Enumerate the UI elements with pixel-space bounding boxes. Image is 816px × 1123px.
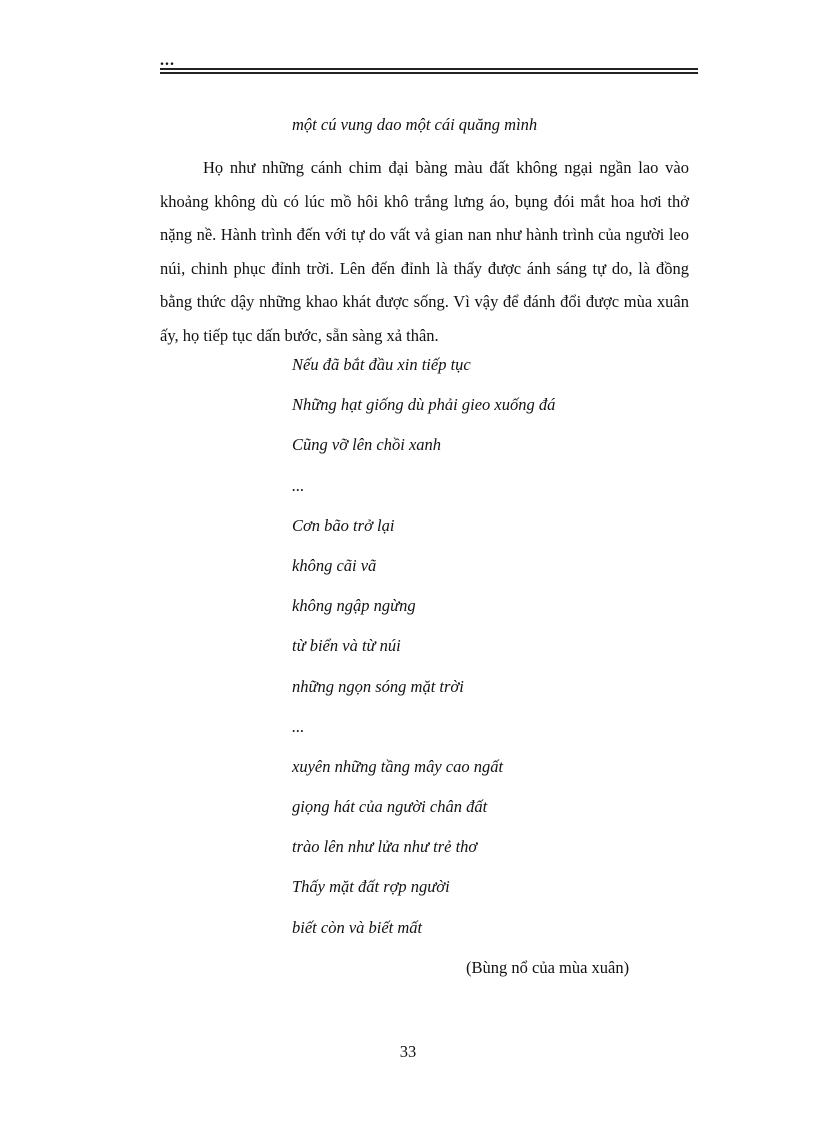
header-ellipsis: ... (160, 52, 175, 69)
poem-line: Cơn bão trở lại (292, 515, 395, 535)
body-paragraph: Họ như những cánh chim đại bàng màu đất không ngại ngần lao vào khoảng không dù có lúc mồ hôi khô trắng lưng áo, bụng đói mắt hoa hơi thở nặng nề. Hành trình đến với tự do vất vả gian nan như hành trình của người leo núi, chinh phục đỉnh trời. Lên đến đỉnh là thấy được ánh sáng tự do, là đồng bằng thức dậy những khao khát được sống. Vì vậy để đánh đổi được mùa xuân ấy, họ tiếp tục dấn bước, sẵn sàng xả thân. (160, 158, 689, 345)
poem-line: ... (292, 475, 305, 495)
poem-line: giọng hát của người chân đất (292, 797, 488, 817)
body-text (160, 151, 689, 353)
poem-line: xuyên những tầng mây cao ngất (292, 756, 504, 776)
poem-line: trào lên như lửa như trẻ thơ (292, 837, 478, 857)
poem-attribution: (Bùng nổ của mùa xuân) (466, 958, 630, 977)
page-number: 33 (399, 1042, 417, 1061)
poem-line: Cũng vỡ lên chồi xanh (292, 435, 442, 455)
poem-line: Nếu đã bắt đầu xin tiếp tục (292, 355, 471, 374)
poem-line: Những hạt giống dù phải gieo xuống đá (292, 395, 556, 415)
poem-line: Thấy mặt đất rợp người (292, 877, 450, 897)
poem-opening-line: một cú vung dao một cái quăng mình (292, 115, 538, 134)
poem-line: từ biển và từ núi (292, 636, 401, 656)
poem-line: những ngọn sóng mặt trời (292, 676, 464, 696)
poem-line: không ngập ngừng (292, 596, 416, 616)
poem-line: ... (292, 716, 305, 736)
poem-line: không cãi vã (292, 555, 377, 575)
poem-line: biết còn và biết mất (292, 917, 423, 937)
poem-stanza (292, 353, 555, 956)
header-double-rule (160, 68, 698, 74)
